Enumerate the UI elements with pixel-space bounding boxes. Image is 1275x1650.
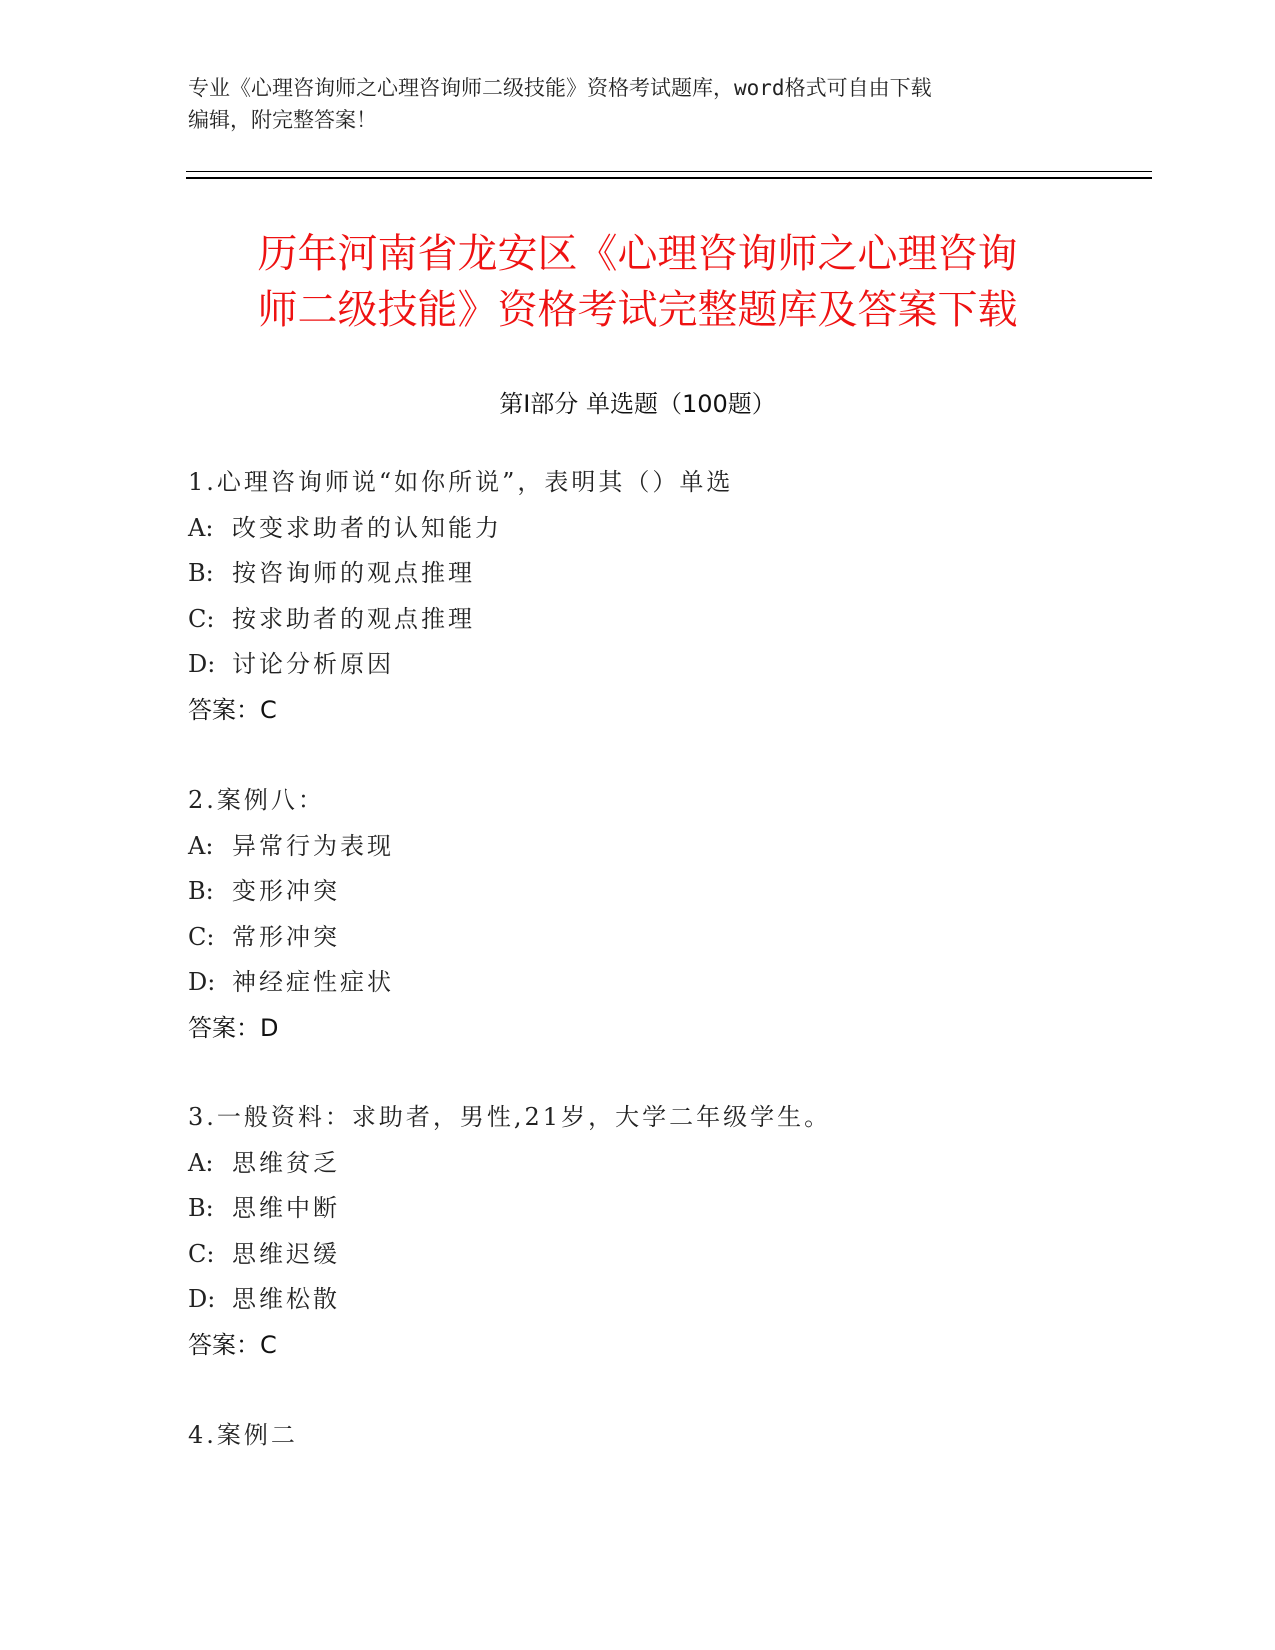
section-heading: 第Ⅰ部分 单选题（100题） bbox=[499, 390, 776, 418]
header-note-line-1: 专业《心理咨询师之心理咨询师二级技能》资格考试题库，word格式可自由下载 bbox=[188, 76, 932, 100]
header-note bbox=[188, 72, 1088, 136]
option-b bbox=[188, 1186, 1138, 1232]
option-key: B: bbox=[188, 1194, 214, 1222]
option-text: 按咨询师的观点推理 bbox=[232, 559, 475, 587]
document-title-line-1: 历年河南省龙安区《心理咨询师之心理咨询 bbox=[257, 231, 1018, 277]
header-rule-thin bbox=[186, 171, 1152, 172]
question-stem: 4.案例二 bbox=[188, 1421, 298, 1449]
document-title bbox=[150, 226, 1125, 338]
question-4 bbox=[188, 1413, 1138, 1459]
answer-line: 答案：D bbox=[188, 1013, 279, 1042]
option-text: 思维中断 bbox=[232, 1194, 340, 1222]
option-key: B: bbox=[188, 559, 214, 587]
option-key: B: bbox=[188, 877, 214, 905]
option-key: A: bbox=[188, 831, 214, 860]
header-note-line-2: 编辑，附完整答案！ bbox=[188, 108, 377, 132]
option-c bbox=[188, 597, 1138, 643]
option-c bbox=[188, 915, 1138, 961]
question-1 bbox=[188, 460, 1138, 733]
option-key: A: bbox=[188, 513, 214, 542]
option-text: 思维迟缓 bbox=[232, 1239, 340, 1268]
option-text: 变形冲突 bbox=[232, 877, 340, 905]
option-b bbox=[188, 551, 1138, 597]
option-d bbox=[188, 1277, 1138, 1323]
option-d bbox=[188, 642, 1138, 688]
option-a bbox=[188, 506, 1138, 552]
option-text: 思维贫乏 bbox=[232, 1148, 340, 1177]
option-c bbox=[188, 1232, 1138, 1278]
option-text: 按求助者的观点推理 bbox=[232, 604, 475, 633]
option-key: A: bbox=[188, 1148, 214, 1177]
option-key: C: bbox=[188, 922, 215, 951]
document-title-line-2: 师二级技能》资格考试完整题库及答案下载 bbox=[257, 287, 1018, 333]
option-d bbox=[188, 960, 1138, 1006]
option-text: 讨论分析原因 bbox=[232, 650, 394, 678]
option-key: D: bbox=[188, 650, 216, 678]
option-b bbox=[188, 869, 1138, 915]
question-stem: 2.案例八： bbox=[188, 786, 325, 814]
option-key: C: bbox=[188, 604, 215, 633]
option-text: 思维松散 bbox=[232, 1285, 340, 1313]
option-key: C: bbox=[188, 1239, 215, 1268]
option-text: 神经症性症状 bbox=[232, 968, 394, 996]
option-a bbox=[188, 824, 1138, 870]
option-key: D: bbox=[188, 1285, 216, 1313]
option-text: 常形冲突 bbox=[232, 922, 340, 951]
question-stem: 1.心理咨询师说“如你所说”，表明其（）单选 bbox=[188, 468, 734, 496]
answer-line: 答案：C bbox=[188, 695, 277, 724]
answer-line: 答案：C bbox=[188, 1330, 277, 1359]
option-text: 改变求助者的认知能力 bbox=[232, 513, 502, 542]
option-key: D: bbox=[188, 968, 216, 996]
option-text: 异常行为表现 bbox=[232, 831, 394, 860]
question-2 bbox=[188, 778, 1138, 1051]
question-3 bbox=[188, 1095, 1138, 1368]
option-a bbox=[188, 1141, 1138, 1187]
question-stem: 3.一般资料：求助者，男性,21岁，大学二年级学生。 bbox=[188, 1103, 832, 1131]
header-rule-thick bbox=[186, 177, 1152, 179]
